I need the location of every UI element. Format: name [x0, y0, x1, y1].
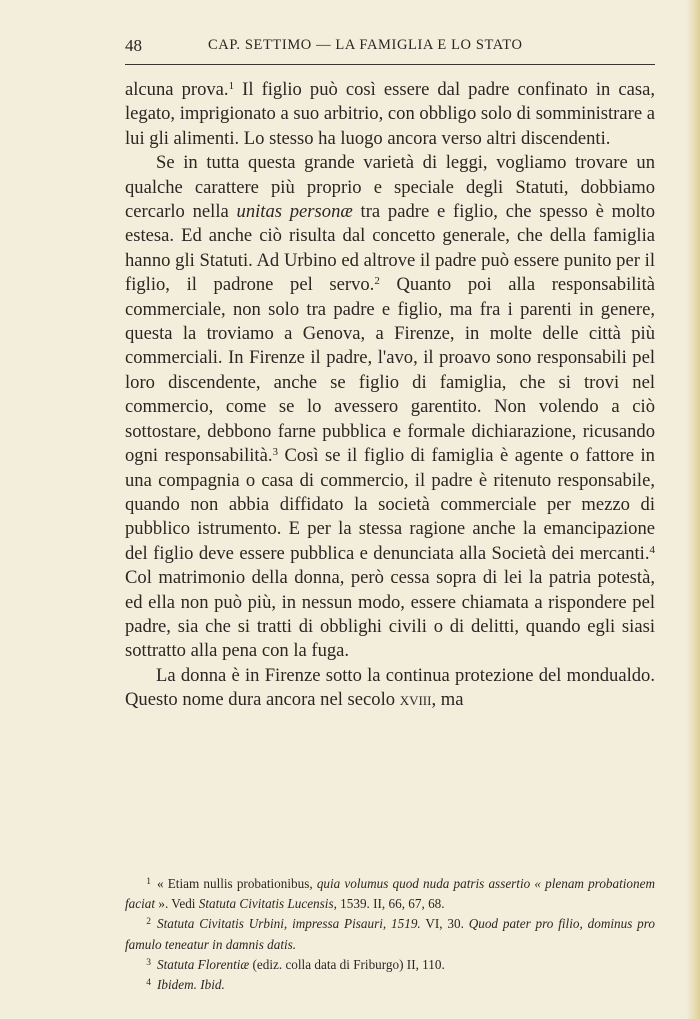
footnote-ref: 1: [228, 80, 235, 92]
body-text: [125, 78, 655, 713]
paragraph-2: [125, 151, 655, 664]
text-run: alcuna prova.: [125, 79, 229, 100]
footnote-ref: 3: [272, 446, 278, 459]
text-run: ». Vedi: [155, 896, 199, 912]
italic-phrase: Quod pater pro filio, dominus pro famulo teneatur in damnis datis.: [125, 916, 655, 952]
text-run: Così se il figlio di famiglia è agente o fattore in una compagnia o casa di commercio, il padre è ritenuto responsabile, quando non abbia diffidato la società commerciale per mezzo di pubblico istrumento. E per la stessa ragione anche la emancipazione del figlio deve essere pubblica e denunciata alla Società dei mercanti.: [125, 445, 655, 564]
page-header: [125, 36, 655, 60]
text-run: , ma: [431, 689, 464, 711]
footnote-3: 3 Statuta Florentiæ (ediz. colla data di Friburgo) II, 110.: [146, 956, 445, 972]
text-run: , 1539. II, 66, 67, 68.: [333, 896, 445, 912]
italic-phrase: Statuta Florentiæ: [157, 956, 250, 972]
footnotes: [125, 874, 655, 995]
paragraph-3: [125, 664, 655, 713]
text-run: « Etiam nullis probationibus,: [157, 876, 317, 891]
footnote-4: 4 Ibidem. Ibid.: [146, 977, 225, 993]
text-run: Il figlio può così essere dal padre confinato in casa, legato, imprigionato a suo arbitrio, con obbligo solo di somministrare a lui gli alimenti. Lo stesso ha luogo ancora verso altri discendenti.: [125, 79, 655, 149]
text-run: Quanto poi alla responsabilità commerciale, non solo tra padre e figlio, ma fra i parenti in genere, questa la troviamo a Genova, a Firenze, in molte delle città più commerciali. In Firenze il padre, l'avo, il proavo sono responsabili pel loro discendente, anche se figlio di famiglia, che si trovi nel commercio, come se lo avessero garentito. Non volendo a ciò sottostare, debbono farne pubblica e formale dichiarazione, ricusando ogni responsabilità.: [125, 274, 655, 467]
footnote-2: 2 Statuta Civitatis Urbini, impressa Pisauri, 1519. VI, 30. Quod pater pro filio, dominus pro famulo teneatur in damnis datis.: [125, 916, 655, 952]
page-number: 48: [125, 36, 142, 55]
italic-phrase: unitas personæ: [236, 201, 353, 223]
text-run: Col matrimonio della donna, però cessa sopra di lei la patria potestà, ed ella non può più, in nessun modo, essere chiamata a rispondere pel padre, sia che si tratti di obblighi civili o di delitti, quando egli siasi sottratto alla pena con la fuga.: [125, 567, 655, 662]
running-head: CAP. SETTIMO — LA FAMIGLIA E LO STATO: [208, 37, 523, 53]
text-run: Se in tutta questa grande varietà di leggi, vogliamo trovare un qualche carattere più proprio e speciale degli Statuti, dobbiamo cercarlo nella: [125, 152, 655, 223]
page-edge-shading: [686, 0, 700, 1019]
text-run: (ediz. colla data di Friburgo) II, 110.: [249, 956, 445, 972]
italic-phrase: Statuta Civitatis Urbini, impressa Pisauri, 1519.: [157, 916, 421, 932]
text-run: La donna è in Firenze sotto la continua protezione del mondualdo. Questo nome dura ancora nel secolo: [125, 664, 655, 711]
small-caps-numeral: xviii: [399, 689, 432, 711]
header-rule: [125, 64, 655, 65]
text-run: tra padre e figlio, che spesso è molto estesa. Ed anche ciò risulta dal concetto generale, che della famiglia hanno gli Statuti. Ad Urbino ed altrove il padre può essere punito per il figlio, il padrone pel servo.: [125, 201, 655, 296]
footnote-ref: 2: [374, 275, 380, 288]
paragraph-1: [125, 78, 655, 151]
text-run: VI, 30.: [420, 916, 469, 932]
italic-phrase: Ibidem. Ibid.: [157, 977, 225, 993]
footnote-1: 1 « Etiam nullis probationibus, quia volumus quod nuda patris assertio « plenam probationem faciat ». Vedi Statuta Civitatis Lucensis, 1539. II, 66, 67, 68.: [125, 876, 655, 912]
italic-phrase: quia volumus quod nuda patris assertio « plenam probationem faciat: [125, 876, 655, 912]
italic-phrase: Statuta Civitatis Lucensis: [198, 896, 334, 912]
footnote-ref: 4: [649, 543, 655, 556]
